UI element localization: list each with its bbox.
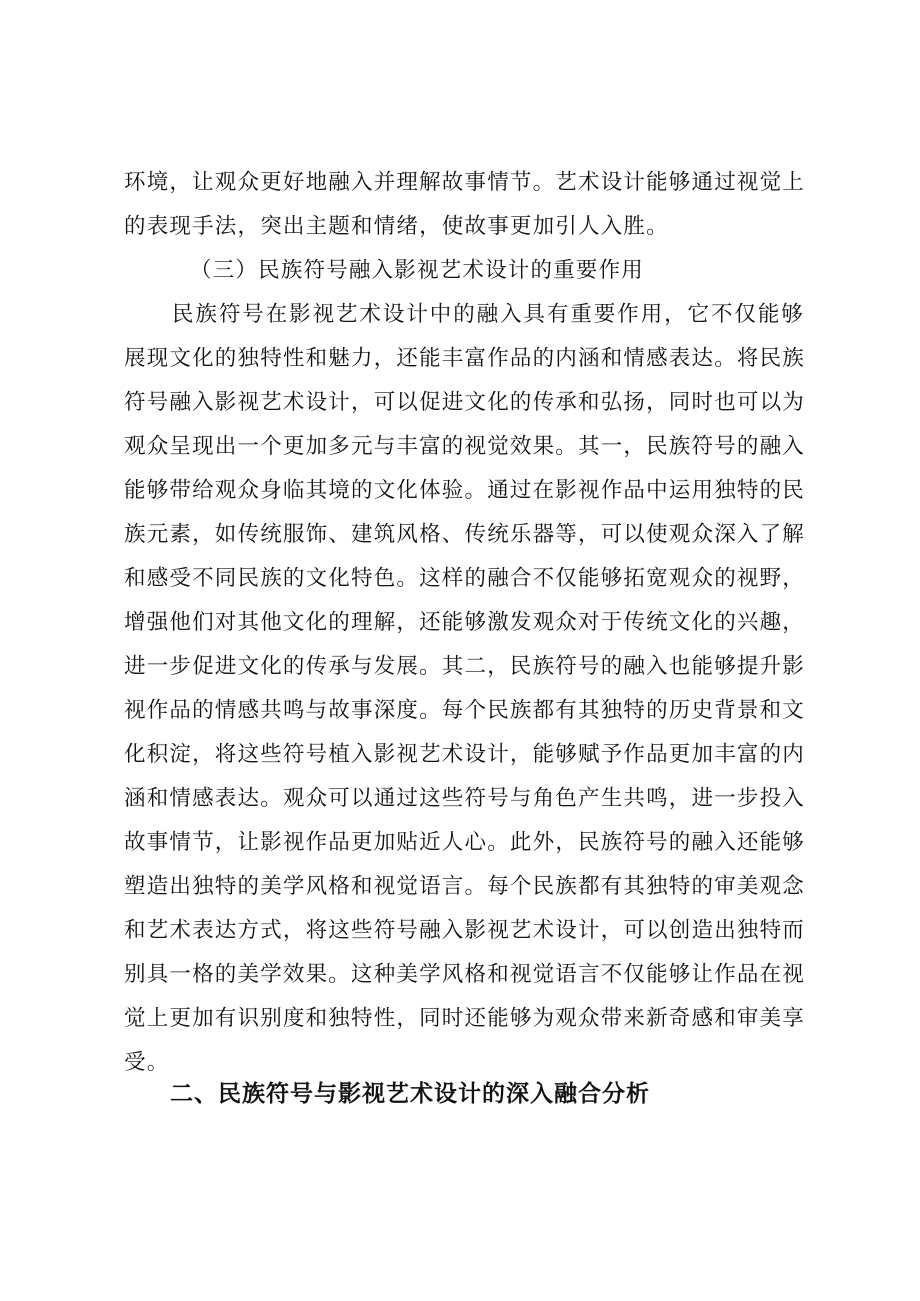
- paragraph-line: 观众呈现出一个更加多元与丰富的视觉效果。其一，民族符号的融入: [124, 434, 806, 459]
- paragraph-line: 故事情节，让影视作品更加贴近人心。此外，民族符号的融入还能够: [124, 830, 806, 855]
- paragraph-line: 的表现手法，突出主题和情绪，使故事更加引人入胜。: [124, 214, 669, 239]
- paragraph-line: 化积淀，将这些符号植入影视艺术设计，能够赋予作品更加丰富的内: [124, 742, 806, 767]
- paragraph-line: 塑造出独特的美学风格和视觉语言。每个民族都有其独特的审美观念: [124, 874, 806, 899]
- paragraph-line: 觉上更加有识别度和独特性，同时还能够为观众带来新奇感和审美享: [124, 1006, 806, 1031]
- paragraph-line: 别具一格的美学效果。这种美学风格和视觉语言不仅能够让作品在视: [124, 962, 806, 987]
- paragraph-line: 环境，让观众更好地融入并理解故事情节。艺术设计能够通过视觉上: [124, 170, 806, 195]
- paragraph-line: 和感受不同民族的文化特色。这样的融合不仅能够拓宽观众的视野，: [124, 566, 806, 591]
- paragraph-line: 进一步促进文化的传承与发展。其二，民族符号的融入也能够提升影: [124, 654, 806, 679]
- paragraph-line: 和艺术表达方式，将这些符号融入影视艺术设计，可以创造出独特而: [124, 918, 806, 943]
- paragraph-line: 符号融入影视艺术设计，可以促进文化的传承和弘扬，同时也可以为: [124, 390, 806, 415]
- paragraph-line: 视作品的情感共鸣与故事深度。每个民族都有其独特的历史背景和文: [124, 698, 806, 723]
- paragraph-line: 民族符号在影视艺术设计中的融入具有重要作用，它不仅能够: [172, 302, 804, 327]
- section-heading: 二、民族符号与影视艺术设计的深入融合分析: [170, 1081, 650, 1107]
- subsection-heading: （三）民族符号融入影视艺术设计的重要作用: [190, 258, 645, 283]
- paragraph-line: 族元素，如传统服饰、建筑风格、传统乐器等，可以使观众深入了解: [124, 522, 806, 547]
- paragraph-line: 能够带给观众身临其境的文化体验。通过在影视作品中运用独特的民: [124, 478, 806, 503]
- paragraph-line: 增强他们对其他文化的理解，还能够激发观众对于传统文化的兴趣，: [124, 610, 806, 635]
- paragraph-line: 展现文化的独特性和魅力，还能丰富作品的内涵和情感表达。将民族: [124, 346, 806, 371]
- paragraph-line: 涵和情感表达。观众可以通过这些符号与角色产生共鸣，进一步投入: [124, 786, 806, 811]
- paragraph-line: 受。: [124, 1050, 170, 1075]
